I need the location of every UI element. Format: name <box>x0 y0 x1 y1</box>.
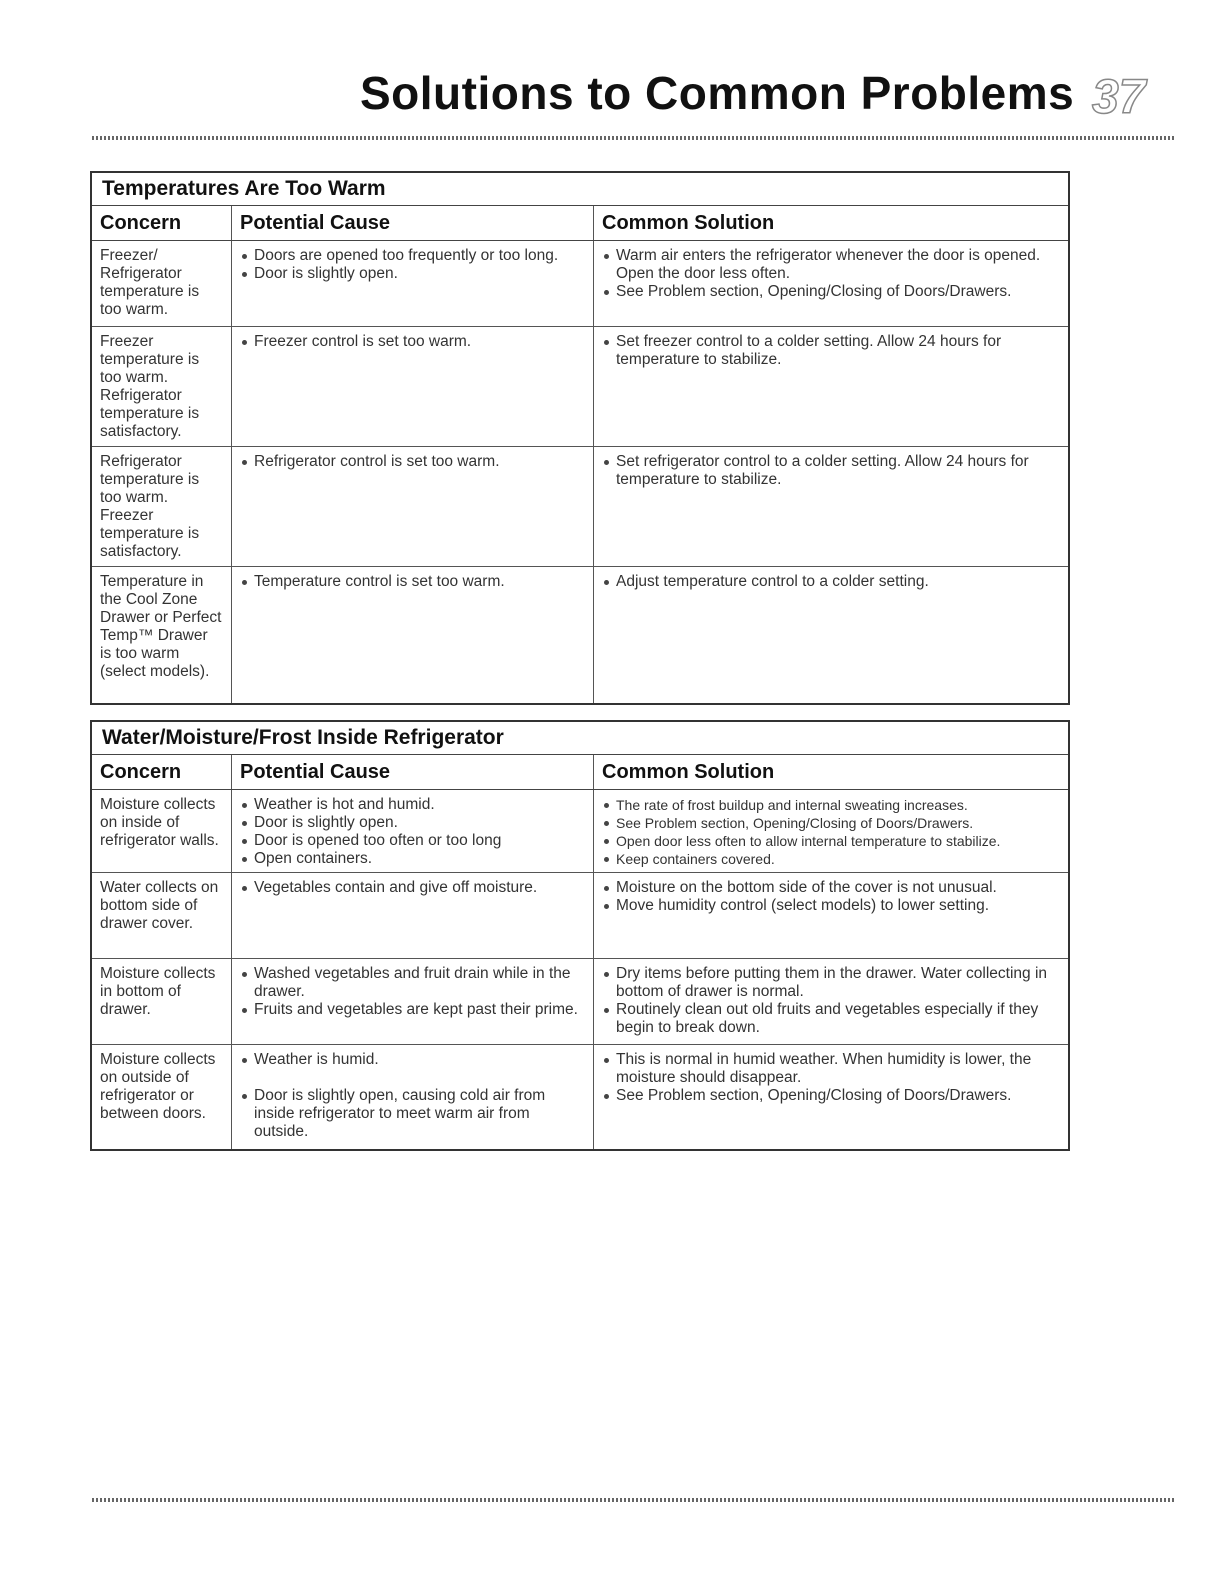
section-title: Temperatures Are Too Warm <box>92 173 1068 206</box>
list-item: Adjust temperature control to a colder setting. <box>602 573 1060 591</box>
troubleshooting-table <box>92 755 1068 1149</box>
concern-cell: Refrigerator temperature is too warm. Freezer temperature is satisfactory. <box>92 447 232 567</box>
solution-cell <box>594 1045 1069 1149</box>
table-row <box>92 327 1068 447</box>
list-item: Door is slightly open. <box>240 265 585 283</box>
header-solution: Common Solution <box>594 206 1069 241</box>
concern-cell: Water collects on bottom side of drawer cover. <box>92 873 232 959</box>
cause-cell <box>232 873 594 959</box>
solution-cell <box>594 790 1069 873</box>
list-item: Weather is humid. <box>240 1051 585 1069</box>
list-item: Freezer control is set too warm. <box>240 333 585 351</box>
table-row <box>92 447 1068 567</box>
table-row <box>92 241 1068 327</box>
header-cause: Potential Cause <box>232 206 594 241</box>
header-concern: Concern <box>92 206 232 241</box>
list-item: Dry items before putting them in the drawer. Water collecting in bottom of drawer is normal. <box>602 965 1060 1001</box>
list-item: Routinely clean out old fruits and vegetables especially if they begin to break down. <box>602 1001 1060 1037</box>
concern-cell: Freezer temperature is too warm. Refrigerator temperature is satisfactory. <box>92 327 232 447</box>
solution-cell <box>594 447 1069 567</box>
list-item: Door is opened too often or too long <box>240 832 585 850</box>
concern-cell: Temperature in the Cool Zone Drawer or Perfect Temp™ Drawer is too warm (select models). <box>92 567 232 703</box>
solution-cell <box>594 241 1069 327</box>
cause-cell <box>232 959 594 1045</box>
section-water-moisture-frost <box>90 720 1070 1151</box>
list-item: Moisture on the bottom side of the cover is not unusual. <box>602 879 1060 897</box>
list-item: Open containers. <box>240 850 585 868</box>
table-row <box>92 790 1068 873</box>
concern-cell: Moisture collects on inside of refrigerator walls. <box>100 796 219 849</box>
list-item: See Problem section, Opening/Closing of Doors/Drawers. <box>602 1087 1060 1105</box>
list-item: Refrigerator control is set too warm. <box>240 453 585 471</box>
solution-cell <box>594 327 1069 447</box>
list-item: See Problem section, Opening/Closing of Doors/Drawers. <box>602 814 1060 832</box>
header-solution: Common Solution <box>594 755 1069 790</box>
page-number: 37 <box>1092 71 1146 124</box>
list-item: See Problem section, Opening/Closing of Doors/Drawers. <box>602 283 1060 301</box>
list-item: Set refrigerator control to a colder setting. Allow 24 hours for temperature to stabilize. <box>602 453 1060 489</box>
list-item: Keep containers covered. <box>602 850 1060 868</box>
list-item: This is normal in humid weather. When humidity is lower, the moisture should disappear. <box>602 1051 1060 1087</box>
list-item: Move humidity control (select models) to lower setting. <box>602 897 1060 915</box>
solution-cell <box>594 567 1069 703</box>
list-item: Set freezer control to a colder setting. Allow 24 hours for temperature to stabilize. <box>602 333 1060 369</box>
list-item: Temperature control is set too warm. <box>240 573 585 591</box>
list-item: The rate of frost buildup and internal sweating increases. <box>602 796 1060 814</box>
cause-cell <box>232 790 594 873</box>
cause-cell <box>232 327 594 447</box>
concern-cell: Freezer/ Refrigerator temperature is too warm. <box>100 247 200 318</box>
list-item: Door is slightly open, causing cold air from inside refrigerator to meet warm air from outside. <box>240 1087 585 1141</box>
table-row <box>92 959 1068 1045</box>
section-title: Water/Moisture/Frost Inside Refrigerator <box>92 722 1068 755</box>
cause-cell <box>232 241 594 327</box>
solution-cell <box>594 873 1069 959</box>
solution-cell <box>594 959 1069 1045</box>
table-row <box>92 567 1068 703</box>
concern-cell: Moisture collects on outside of refrigerator or between doors. <box>92 1045 232 1149</box>
list-item: Weather is hot and humid. <box>240 796 585 814</box>
top-divider <box>92 136 1174 140</box>
list-item: Warm air enters the refrigerator whenever the door is opened. Open the door less often. <box>602 247 1060 283</box>
list-item: Doors are opened too frequently or too long. <box>240 247 585 265</box>
table-row <box>92 873 1068 959</box>
list-item: Washed vegetables and fruit drain while in the drawer. <box>240 965 585 1001</box>
table-row <box>92 1045 1068 1149</box>
section-temperatures-too-warm <box>90 171 1070 705</box>
list-item: Fruits and vegetables are kept past their prime. <box>240 1001 585 1019</box>
cause-cell <box>232 1045 594 1149</box>
page-title: Solutions to Common Problems <box>360 67 1075 119</box>
troubleshooting-table <box>92 206 1068 703</box>
bottom-divider <box>92 1498 1174 1502</box>
header-concern: Concern <box>92 755 232 790</box>
cause-cell <box>232 447 594 567</box>
list-item: Door is slightly open. <box>240 814 585 832</box>
list-item: Open door less often to allow internal temperature to stabilize. <box>602 832 1060 850</box>
cause-cell <box>232 567 594 703</box>
concern-cell: Moisture collects in bottom of drawer. <box>92 959 232 1045</box>
list-item: Vegetables contain and give off moisture. <box>240 879 585 897</box>
header-cause: Potential Cause <box>232 755 594 790</box>
